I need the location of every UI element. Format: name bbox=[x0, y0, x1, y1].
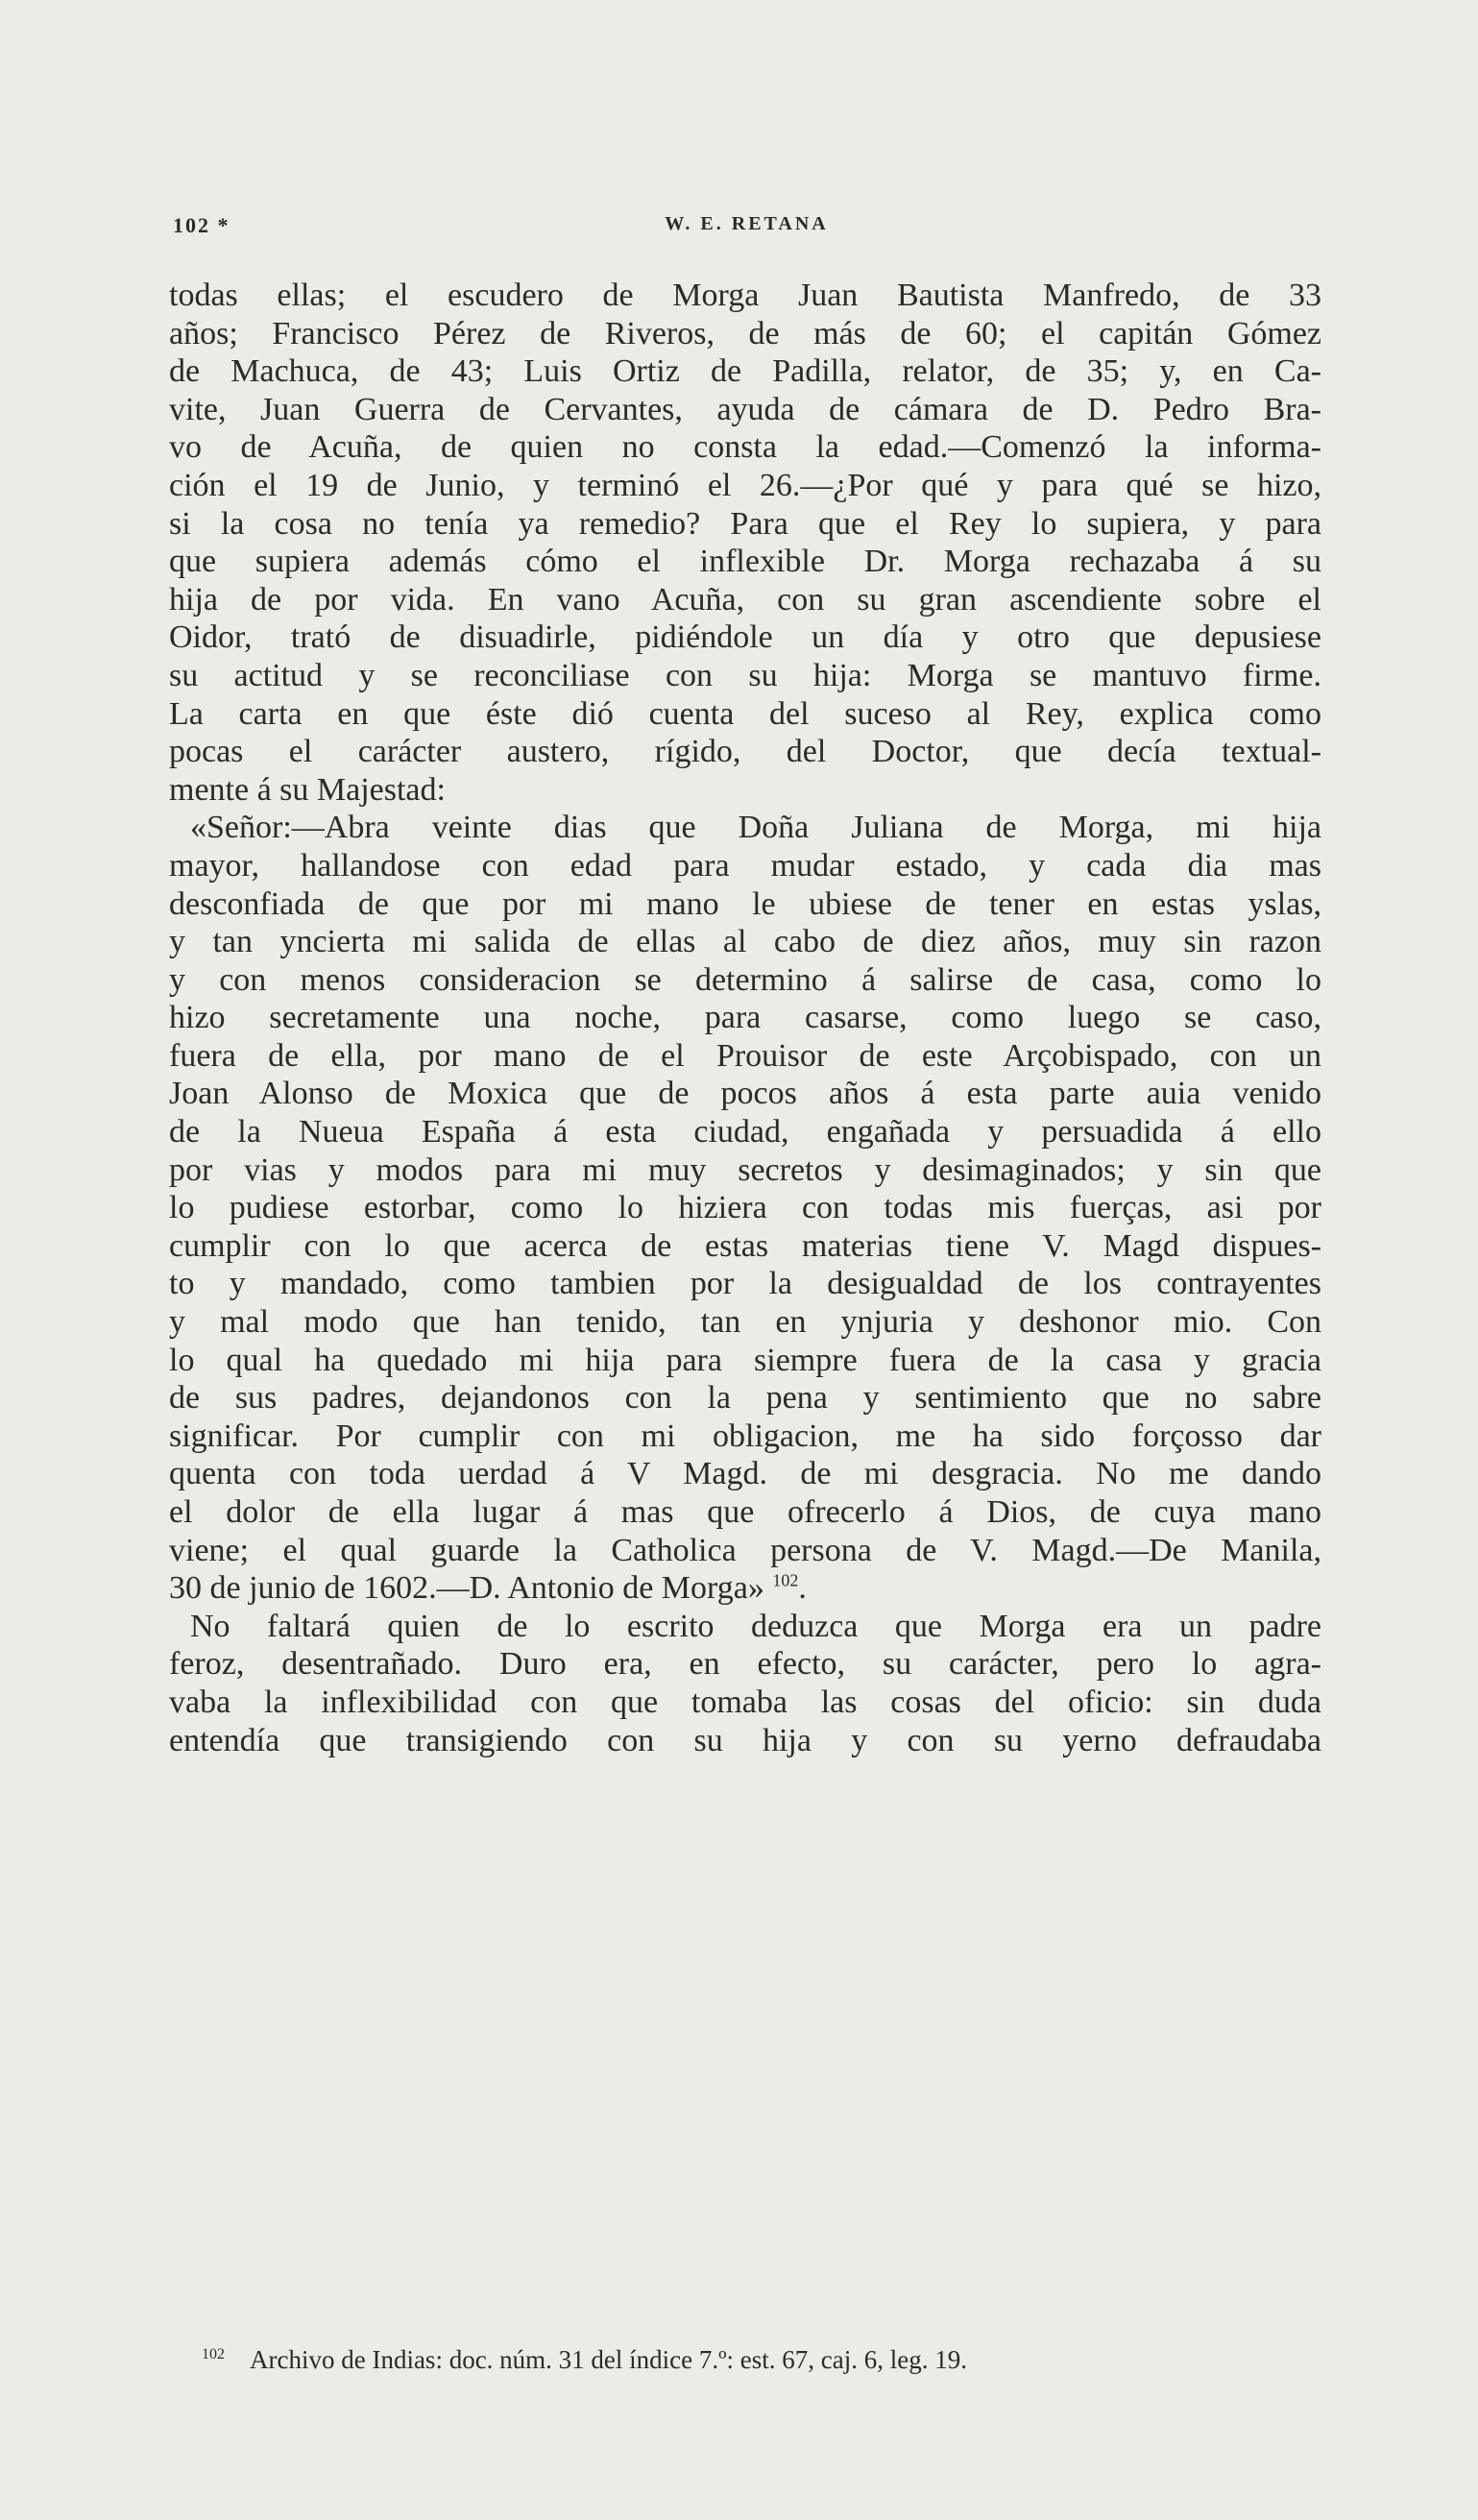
text-line: hija de por vida. En vano Acuña, con su gran ascendiente sobre el bbox=[169, 581, 1321, 618]
text-line: vo de Acuña, de quien no consta la edad.—Comenzó la informa- bbox=[169, 429, 1321, 466]
letter-line: y tan yncierta mi salida de ellas al cabo de diez años, muy sin razon bbox=[169, 924, 1321, 960]
text-line: ción el 19 de Junio, y terminó el 26.—¿Por qué y para qué se hizo, bbox=[169, 467, 1321, 503]
body-text bbox=[169, 277, 1321, 1759]
text-line: La carta en que éste dió cuenta del suceso al Rey, explica como bbox=[169, 695, 1321, 732]
text-line: todas ellas; el escudero de Morga Juan Bautista Manfredo, de 33 bbox=[169, 278, 1321, 313]
letter-line: cumplir con lo que acerca de estas materias tiene V. Magd dispues- bbox=[169, 1227, 1321, 1264]
letter-line: lo qual ha quedado mi hija para siempre fuera de la casa y gracia bbox=[169, 1342, 1321, 1378]
letter-closing-line: 30 de junio de 1602.—D. Antonio de Morga» $^{102}$. bbox=[169, 1570, 807, 1607]
text-line: mente á su Majestad: bbox=[169, 771, 446, 808]
footnote-text: Archivo de Indias: doc. núm. 31 del índice 7.º: est. 67, caj. 6, leg. 19. bbox=[250, 2345, 967, 2374]
letter-line: viene; el qual guarde la Catholica persona de V. Magd.—De Manila, bbox=[169, 1532, 1321, 1568]
letter-signature: 30 de junio de 1602.—D. Antonio de Morga» bbox=[169, 1570, 764, 1607]
text-line: si la cosa no tenía ya remedio? Para que el Rey lo supiera, y para bbox=[169, 505, 1321, 542]
text-line: entendía que transigiendo con su hija y con su yerno defraudaba bbox=[169, 1722, 1321, 1758]
text-line: vaba la inflexibilidad con que tomaba las cosas del oficio: sin duda bbox=[169, 1684, 1321, 1720]
page-header bbox=[173, 213, 1321, 246]
letter-line: significar. Por cumplir con mi obligacion, me ha sido forçosso dar bbox=[169, 1418, 1321, 1454]
letter-line: por vias y modos para mi muy secretos y desimaginados; y sin que bbox=[169, 1151, 1321, 1188]
letter-line: de sus padres, dejandonos con la pena y sentimiento que no sabre bbox=[169, 1380, 1321, 1417]
text-line: pocas el carácter austero, rígido, del Doctor, que decía textual- bbox=[169, 734, 1321, 770]
text-line: Oidor, trató de disuadirle, pidiéndole un día y otro que depusiese bbox=[169, 619, 1321, 656]
letter-line: y con menos consideracion se determino á salirse de casa, como lo bbox=[169, 961, 1321, 998]
letter-line: quenta con toda uerdad á V Magd. de mi desgracia. No me dando bbox=[169, 1456, 1321, 1492]
text-line: vite, Juan Guerra de Cervantes, ayuda de cámara de D. Pedro Bra- bbox=[169, 391, 1321, 427]
text-line: No faltará quien de lo escrito deduzca que Morga era un padre bbox=[190, 1608, 1321, 1644]
letter-line: el dolor de ella lugar á mas que ofrecerlo á Dios, de cuya mano bbox=[169, 1494, 1321, 1530]
letter-line: desconfiada de que por mi mano le ubiese de tener en estas yslas, bbox=[169, 885, 1321, 922]
footnote bbox=[202, 2338, 1321, 2376]
page-number: 102 * bbox=[173, 213, 230, 237]
footnote-number: 102 bbox=[202, 2346, 225, 2362]
letter-line: y mal modo que han tenido, tan en ynjuria y deshonor mio. Con bbox=[169, 1304, 1321, 1341]
text-line: feroz, desentrañado. Duro era, en efecto, su carácter, pero lo agra- bbox=[169, 1646, 1321, 1683]
footnote-reference: 102 bbox=[772, 1570, 799, 1590]
letter-line: de la Nueua España á esta ciudad, engañada y persuadida á ello bbox=[169, 1114, 1321, 1151]
text-line: años; Francisco Pérez de Riveros, de más de 60; el capitán Gómez bbox=[169, 315, 1321, 351]
letter-line: «Señor:—Abra veinte dias que Doña Juliana de Morga, mi hija bbox=[190, 810, 1321, 846]
text-line: que supiera además cómo el inflexible Dr. Morga rechazaba á su bbox=[169, 544, 1321, 580]
letter-line: fuera de ella, por mano de el Prouisor de este Arçobispado, con un bbox=[169, 1037, 1321, 1074]
letter-line: to y mandado, como tambien por la desigualdad de los contrayentes bbox=[169, 1266, 1321, 1302]
text-line: de Machuca, de 43; Luis Ortiz de Padilla, relator, de 35; y, en Ca- bbox=[169, 353, 1321, 390]
running-head: W. E. RETANA bbox=[665, 213, 829, 234]
text-line: su actitud y se reconciliase con su hija: Morga se mantuvo firme. bbox=[169, 657, 1321, 693]
letter-line: mayor, hallandose con edad para mudar estado, y cada dia mas bbox=[169, 847, 1321, 884]
letter-line: hizo secretamente una noche, para casarse, como luego se caso, bbox=[169, 1000, 1321, 1036]
letter-line: lo pudiese estorbar, como lo hiziera con todas mis fuerças, asi por bbox=[169, 1190, 1321, 1226]
letter-line: Joan Alonso de Moxica que de pocos años á esta parte auia venido bbox=[169, 1076, 1321, 1112]
